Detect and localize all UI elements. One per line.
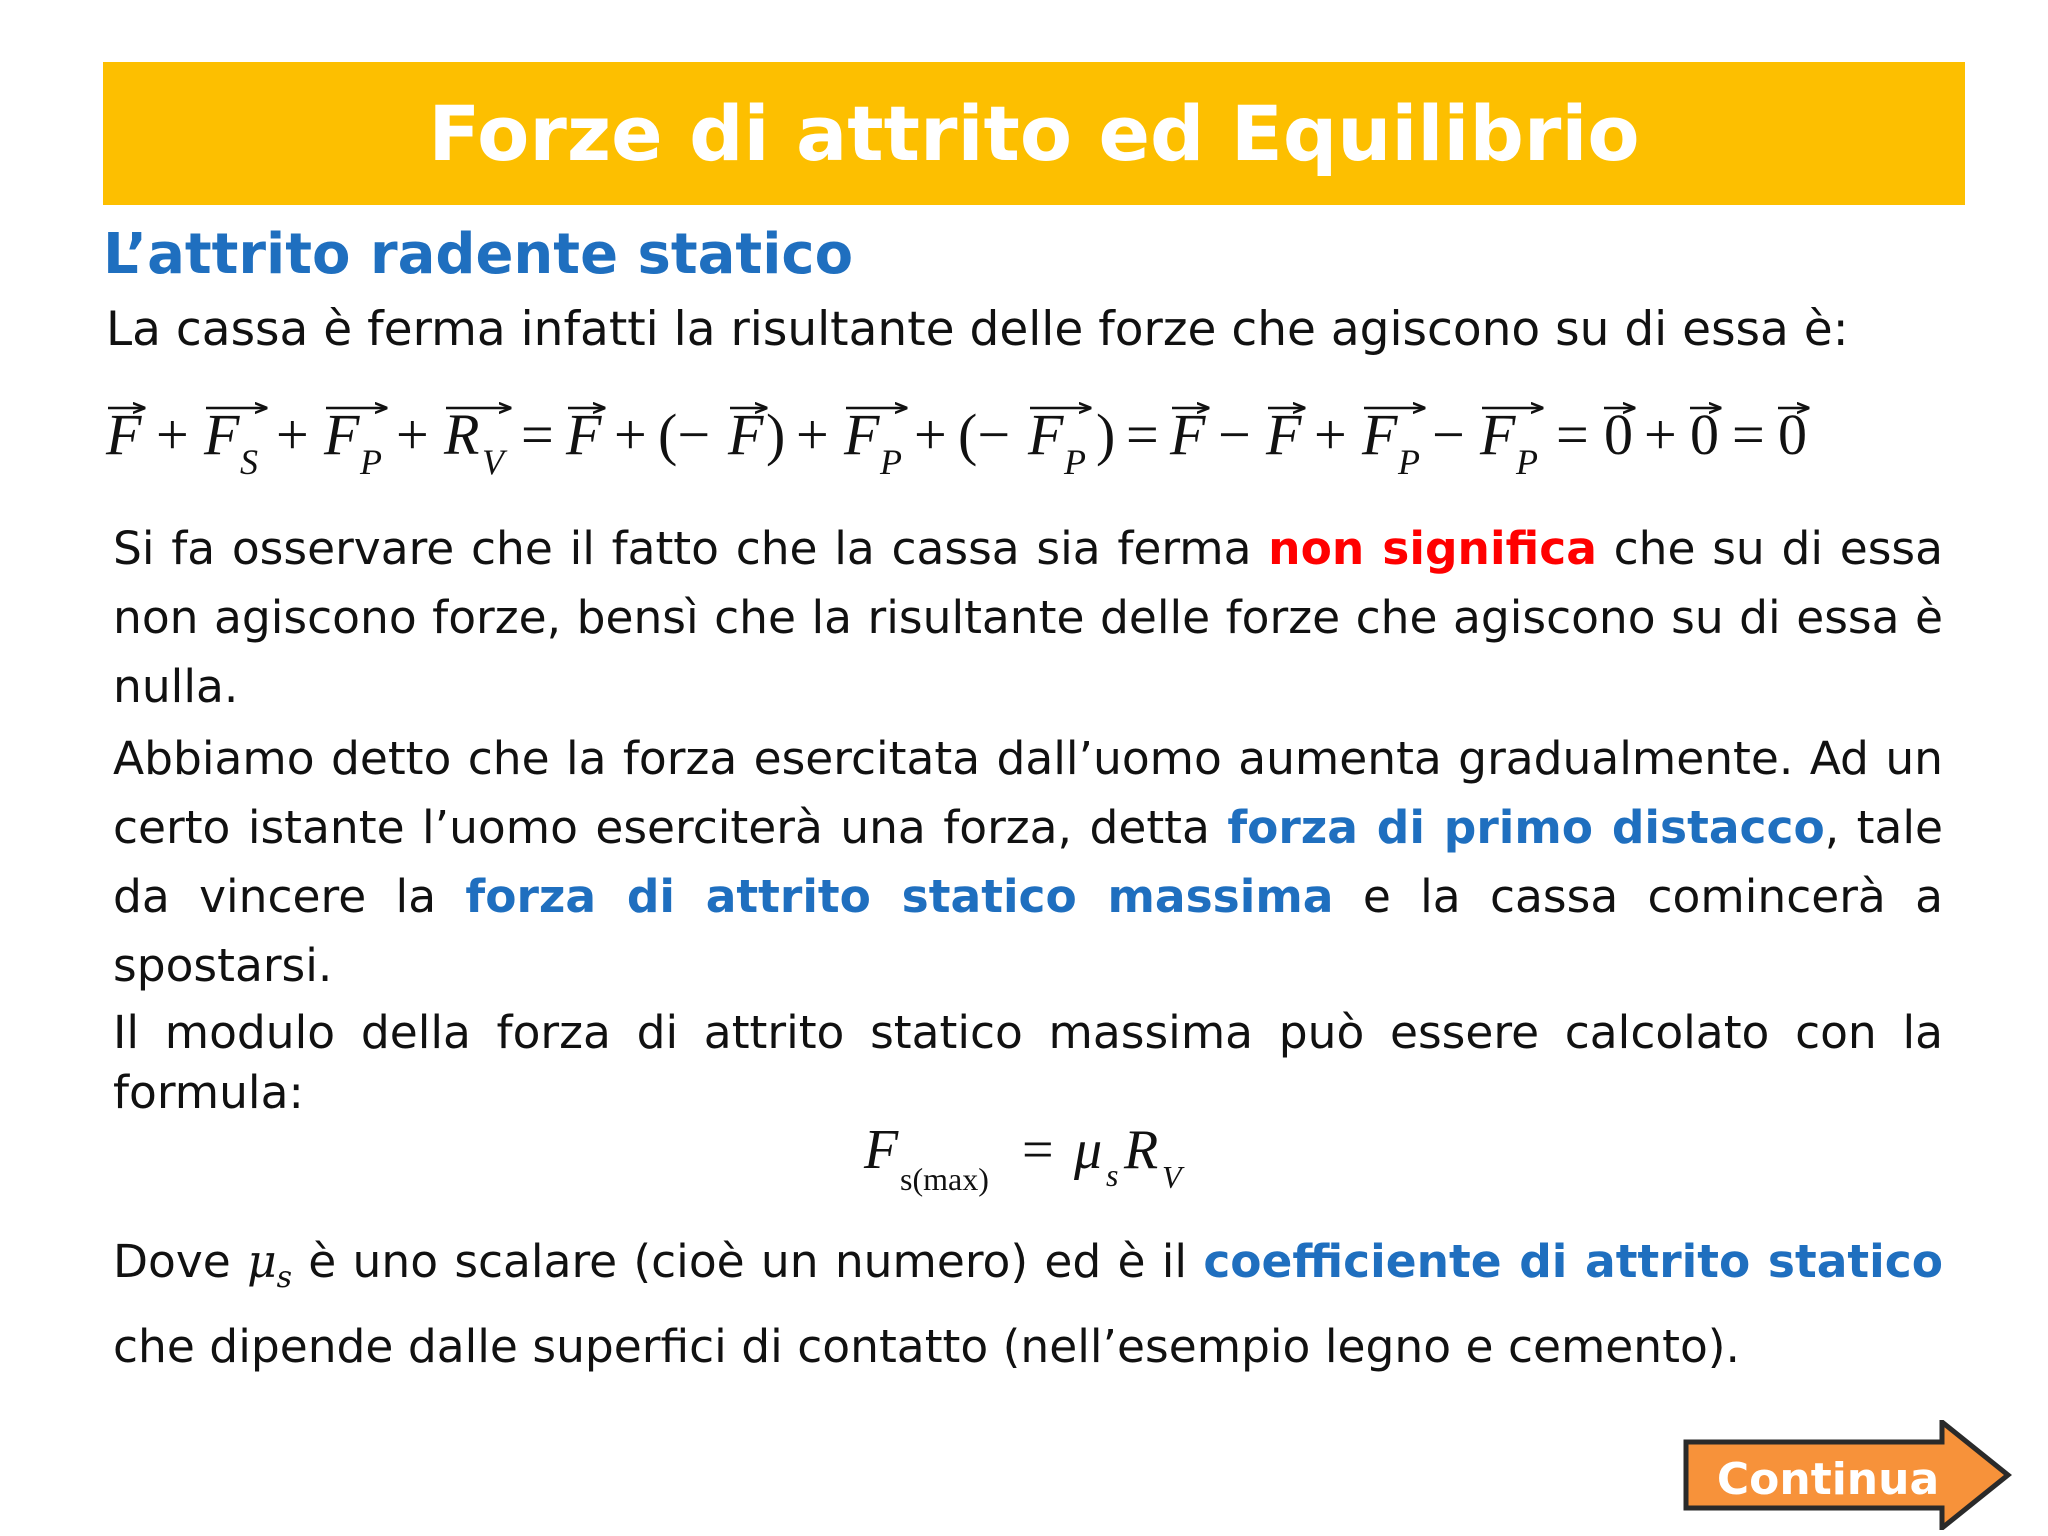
p1-highlight: non significa: [1268, 522, 1597, 575]
p1-after: che su di essa non agiscono forze, bensì che la risultante delle forze che agiscono su di essa è nulla.: [113, 522, 1943, 713]
slide-title: Forze di attrito ed Equilibrio: [428, 89, 1640, 178]
svg-text:F: F: [1362, 402, 1398, 467]
svg-text:F: F: [106, 402, 142, 467]
formula-R-sub: V: [1162, 1159, 1182, 1195]
formula-mu: μ: [1074, 1119, 1103, 1181]
svg-text:+: +: [396, 402, 429, 467]
svg-text:F: F: [1170, 402, 1206, 467]
p2-part2: , tale da vincere la: [113, 801, 1943, 923]
svg-text:−: −: [1218, 402, 1251, 467]
svg-text:(−: (−: [958, 402, 1011, 467]
svg-text:P: P: [1398, 442, 1420, 482]
svg-text:F: F: [204, 402, 240, 467]
p2-part1: Abbiamo detto che la forza esercitata dall’uomo aumenta gradualmente. Ad un certo istante l’uomo eserciterà una forza, detta: [113, 732, 1943, 854]
p1-before: Si fa osservare che il fatto che la cassa sia ferma: [113, 522, 1269, 575]
svg-text:+: +: [1314, 402, 1347, 467]
svg-text:F: F: [844, 402, 880, 467]
paragraph-non-significa: [113, 514, 1943, 721]
equilibrium-equation: [106, 396, 1866, 496]
p2-part3: e la cassa comincerà a spostarsi.: [113, 870, 1944, 992]
svg-text:+: +: [614, 402, 647, 467]
p4-mu-sub: s: [276, 1260, 293, 1296]
svg-text:=: =: [1732, 402, 1765, 467]
svg-text:+: +: [1644, 402, 1677, 467]
svg-text:P: P: [1064, 442, 1086, 482]
formula-F-sub: s(max): [900, 1161, 989, 1197]
max-friction-formula: [860, 1118, 1220, 1208]
svg-text:S: S: [240, 442, 258, 482]
svg-text:F: F: [324, 402, 360, 467]
formula-equals: =: [1022, 1119, 1054, 1181]
title-bar: [103, 62, 1965, 205]
p4-mu: μ: [247, 1235, 277, 1288]
svg-text:+: +: [156, 402, 189, 467]
svg-text:P: P: [1516, 442, 1538, 482]
continue-button[interactable]: [1682, 1420, 2012, 1530]
svg-text:F: F: [1266, 402, 1302, 467]
formula-mu-sub: s: [1106, 1157, 1119, 1193]
svg-text:−: −: [1432, 402, 1465, 467]
p4-highlight: coefficiente di attrito statico: [1203, 1235, 1944, 1288]
intro-text: La cassa è ferma infatti la risultante delle forze che agiscono su di essa è:: [106, 302, 1849, 357]
p2-highlight2: forza di attrito statico massima: [465, 870, 1334, 923]
formula-F: F: [864, 1119, 899, 1181]
svg-text:F: F: [566, 402, 602, 467]
section-subtitle: L’attrito radente statico: [103, 222, 854, 287]
p4-before: Dove: [113, 1235, 248, 1288]
p2-highlight1: forza di primo distacco: [1227, 801, 1825, 854]
svg-text:=: =: [1126, 402, 1159, 467]
svg-text:(−: (−: [658, 402, 711, 467]
p4-middle: è uno scalare (cioè un numero) ed è il: [292, 1235, 1204, 1288]
svg-text:): ): [1096, 402, 1116, 467]
svg-text:V: V: [482, 442, 504, 482]
svg-text:0: 0: [1778, 402, 1807, 467]
formula-R: R: [1124, 1119, 1159, 1181]
svg-text:P: P: [880, 442, 902, 482]
paragraph-coefficiente: [113, 1227, 1943, 1381]
paragraph-primo-distacco: [113, 724, 1943, 1000]
paragraph-modulo: Il modulo della forza di attrito statico massima può essere calcolato con la formula:: [113, 1006, 1943, 1119]
svg-text:+: +: [276, 402, 309, 467]
svg-text:+: +: [914, 402, 947, 467]
svg-text:F: F: [1028, 402, 1064, 467]
p4-after: che dipende dalle superfici di contatto (nell’esempio legno e cemento).: [113, 1320, 1741, 1374]
svg-text:=: =: [1556, 402, 1589, 467]
svg-text:F: F: [728, 402, 764, 467]
svg-text:F: F: [1480, 402, 1516, 467]
svg-text:R: R: [444, 402, 480, 467]
svg-text:=: =: [521, 402, 554, 467]
svg-text:0: 0: [1604, 402, 1633, 467]
svg-text:+: +: [796, 402, 829, 467]
svg-text:P: P: [360, 442, 382, 482]
svg-text:0: 0: [1690, 402, 1719, 467]
continue-label: Continua: [1716, 1454, 1940, 1505]
svg-text:): ): [766, 402, 786, 467]
